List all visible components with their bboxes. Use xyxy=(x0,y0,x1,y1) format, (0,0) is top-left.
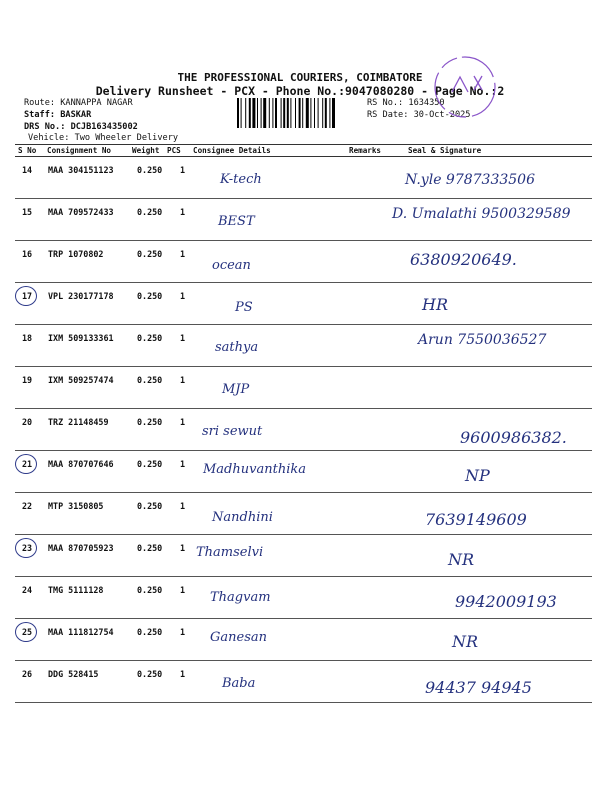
rs-date: RS Date: 30-Oct-2025 xyxy=(367,110,471,120)
row-weight: 0.250 xyxy=(137,207,163,217)
row-sno: 24 xyxy=(22,585,33,595)
col-pcs: PCS xyxy=(167,146,181,155)
handwritten-consignee: K-tech xyxy=(220,172,262,187)
handwritten-consignee: Ganesan xyxy=(210,630,267,645)
route-label: Route: KANNAPPA NAGAR xyxy=(24,98,133,108)
header-rule-top xyxy=(15,144,592,145)
sno-circle-mark xyxy=(15,454,37,474)
handwritten-signature: HR xyxy=(422,295,448,314)
handwritten-signature: N.yle 9787333506 xyxy=(405,172,535,188)
row-sno: 16 xyxy=(22,249,33,259)
table-row xyxy=(0,535,600,577)
row-consignment-no: DDG 528415 xyxy=(48,669,99,679)
handwritten-consignee: Thamselvi xyxy=(196,545,264,560)
row-weight: 0.250 xyxy=(137,417,163,427)
handwritten-consignee: Nandhini xyxy=(212,510,273,525)
row-sno: 26 xyxy=(22,669,33,679)
row-weight: 0.250 xyxy=(137,333,163,343)
company-title: THE PROFESSIONAL COURIERS, COIMBATORE xyxy=(177,71,423,84)
row-sno: 22 xyxy=(22,501,33,511)
row-consignment-no: TRP 1070802 xyxy=(48,249,104,259)
row-consignment-no: MAA 111812754 xyxy=(48,627,114,637)
handwritten-consignee: MJP xyxy=(222,382,250,397)
row-consignment-no: MAA 709572433 xyxy=(48,207,114,217)
row-sno: 21 xyxy=(22,459,33,469)
row-pcs: 1 xyxy=(180,333,186,343)
handwritten-consignee: Thagvam xyxy=(210,590,271,605)
col-weight: Weight xyxy=(132,146,160,155)
drs-label: DRS No.: DCJB163435002 xyxy=(24,122,138,132)
sno-circle-mark xyxy=(15,286,37,306)
row-consignment-no: TRZ 21148459 xyxy=(48,417,109,427)
col-consignment: Consignment No xyxy=(47,146,112,155)
row-pcs: 1 xyxy=(180,417,186,427)
row-consignment-no: MAA 870705923 xyxy=(48,543,114,553)
row-consignment-no: IXM 509133361 xyxy=(48,333,114,343)
row-sno: 15 xyxy=(22,207,33,217)
col-remarks: Remarks xyxy=(349,146,382,155)
row-sno: 25 xyxy=(22,627,33,637)
row-weight: 0.250 xyxy=(137,669,163,679)
row-pcs: 1 xyxy=(180,585,186,595)
staff-label: Staff: BASKAR xyxy=(24,110,92,120)
row-weight: 0.250 xyxy=(137,375,163,385)
row-weight: 0.250 xyxy=(137,291,163,301)
handwritten-signature: 9942009193 xyxy=(455,592,557,611)
col-consignee: Consignee Details xyxy=(193,146,271,155)
row-consignment-no: MAA 304151123 xyxy=(48,165,114,175)
row-pcs: 1 xyxy=(180,375,186,385)
row-pcs: 1 xyxy=(180,165,186,175)
handwritten-signature: 94437 94945 xyxy=(425,678,532,697)
row-sno: 20 xyxy=(22,417,33,427)
handwritten-signature: 7639149609 xyxy=(425,510,527,529)
row-consignment-no: TMG 5111128 xyxy=(48,585,104,595)
row-sno: 23 xyxy=(22,543,33,553)
row-sno: 18 xyxy=(22,333,33,343)
row-pcs: 1 xyxy=(180,459,186,469)
row-weight: 0.250 xyxy=(137,459,163,469)
table-row xyxy=(0,367,600,409)
row-weight: 0.250 xyxy=(137,165,163,175)
handwritten-consignee: BEST xyxy=(218,214,255,229)
handwritten-consignee: ocean xyxy=(212,258,251,273)
courier-stamp xyxy=(430,52,500,122)
row-consignment-no: IXM 509257474 xyxy=(48,375,114,385)
row-weight: 0.250 xyxy=(137,627,163,637)
row-weight: 0.250 xyxy=(137,585,163,595)
sno-circle-mark xyxy=(15,538,37,558)
table-row xyxy=(0,619,600,661)
handwritten-consignee: sathya xyxy=(215,340,259,355)
handwritten-consignee: sri sewut xyxy=(202,424,263,439)
row-sno: 19 xyxy=(22,375,33,385)
row-consignment-no: VPL 230177178 xyxy=(48,291,114,301)
row-consignment-no: MTP 3150805 xyxy=(48,501,104,511)
row-pcs: 1 xyxy=(180,291,186,301)
row-pcs: 1 xyxy=(180,543,186,553)
handwritten-consignee: Madhuvanthika xyxy=(203,462,306,477)
handwritten-signature: 6380920649. xyxy=(410,250,517,269)
row-pcs: 1 xyxy=(180,669,186,679)
row-pcs: 1 xyxy=(180,249,186,259)
handwritten-consignee: Baba xyxy=(222,676,256,691)
row-sno: 14 xyxy=(22,165,33,175)
row-consignment-no: MAA 870707646 xyxy=(48,459,114,469)
row-pcs: 1 xyxy=(180,627,186,637)
runsheet-subtitle: Delivery Runsheet - PCX - Phone No.:9047080280 - Page No.:2 xyxy=(95,84,505,98)
row-weight: 0.250 xyxy=(137,501,163,511)
rs-number: RS No.: 1634350 xyxy=(367,98,445,108)
handwritten-consignee: PS xyxy=(235,300,253,315)
handwritten-signature: NR xyxy=(448,550,475,569)
row-weight: 0.250 xyxy=(137,249,163,259)
vehicle-label: Vehicle: Two Wheeler Delivery xyxy=(28,133,179,143)
handwritten-signature: 9600986382. xyxy=(460,428,567,447)
sno-circle-mark xyxy=(15,622,37,642)
row-weight: 0.250 xyxy=(137,543,163,553)
row-pcs: 1 xyxy=(180,207,186,217)
row-sno: 17 xyxy=(22,291,33,301)
row-pcs: 1 xyxy=(180,501,186,511)
handwritten-signature: NP xyxy=(465,466,490,485)
handwritten-signature: D. Umalathi 9500329589 xyxy=(392,206,571,222)
row-divider xyxy=(15,702,592,703)
col-seal-signature: Seal & Signature xyxy=(408,146,482,155)
table-row xyxy=(0,283,600,325)
col-sno: S No xyxy=(18,146,37,155)
barcode-image xyxy=(237,98,365,128)
handwritten-signature: NR xyxy=(452,632,479,651)
handwritten-signature: Arun 7550036527 xyxy=(418,332,547,348)
